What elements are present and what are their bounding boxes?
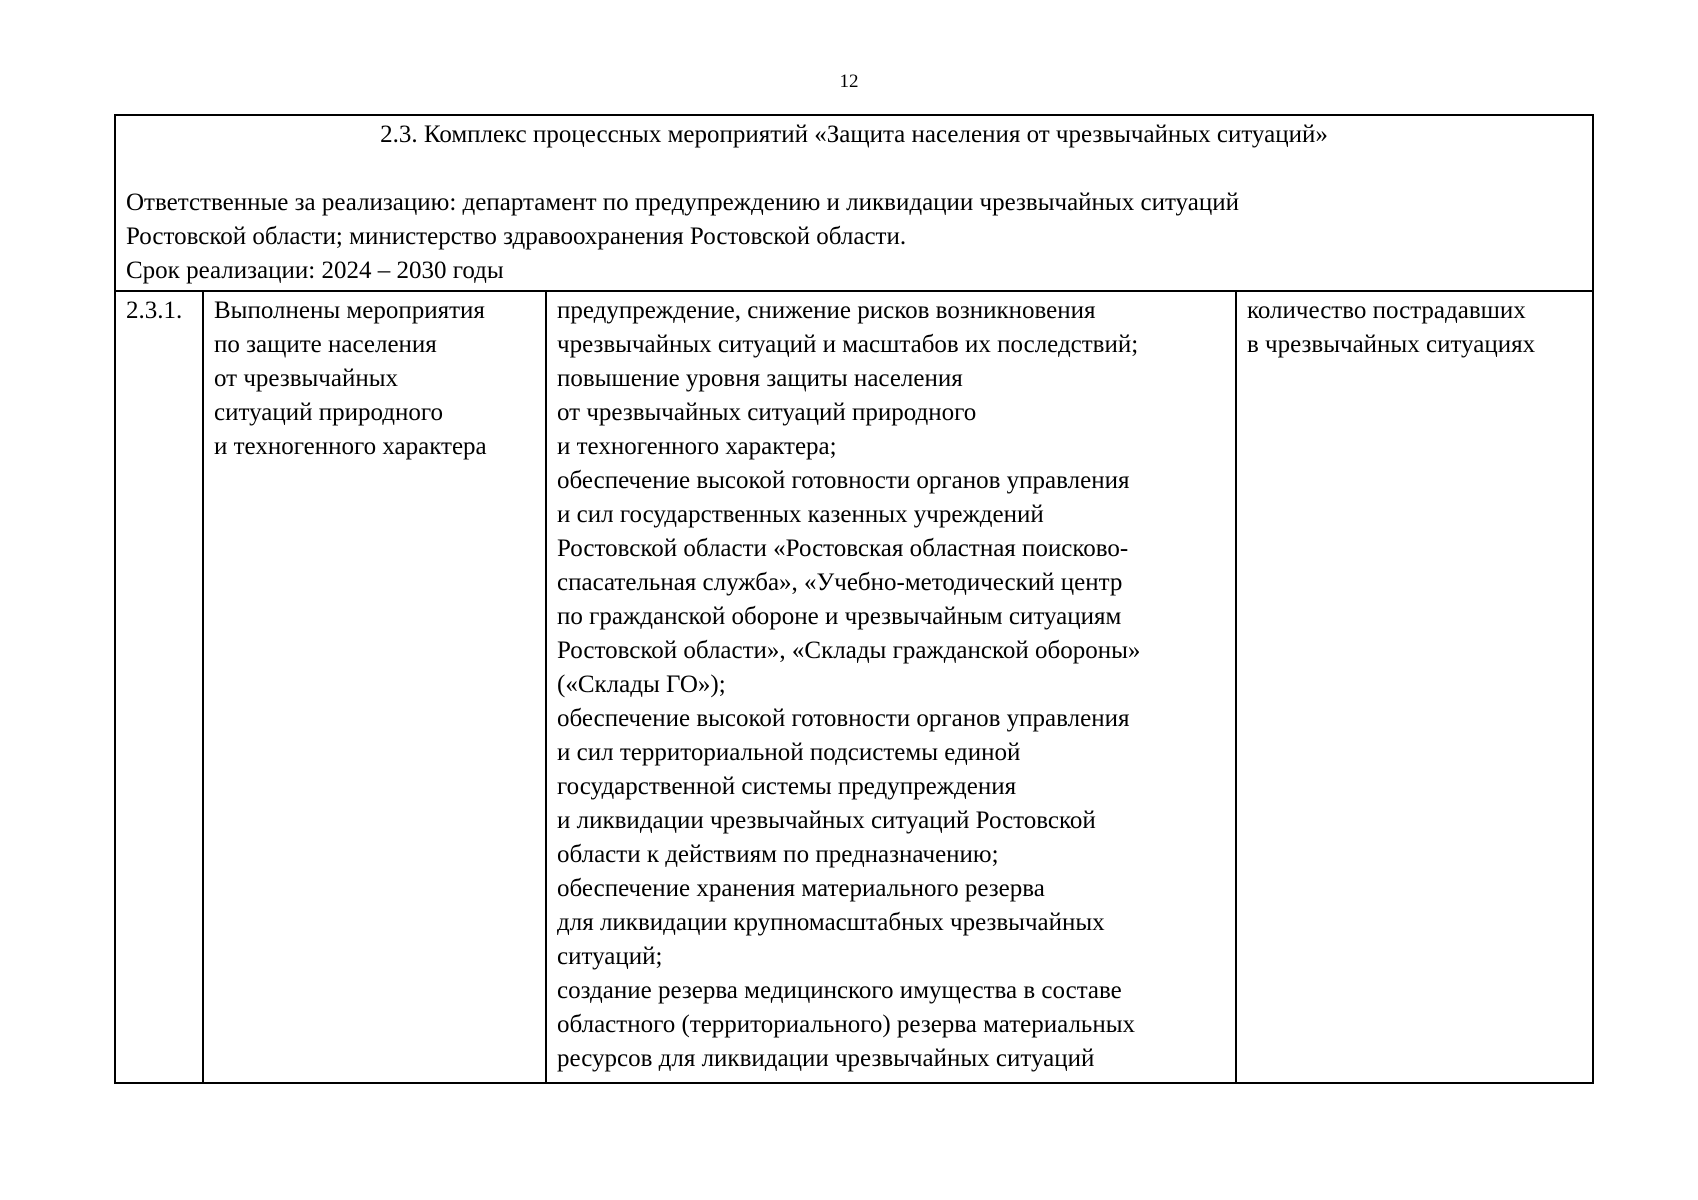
section-header-cell bbox=[115, 115, 1593, 291]
task-line: и техногенного характера; bbox=[557, 433, 837, 460]
task-line: Ростовской области «Ростовская областная поисково- bbox=[557, 535, 1129, 562]
row-number-cell bbox=[115, 291, 203, 1083]
task-line: ситуаций; bbox=[557, 943, 663, 970]
measure-name-line: от чрезвычайных bbox=[214, 365, 399, 392]
measure-tasks-cell bbox=[546, 291, 1236, 1083]
section-header-row bbox=[115, 115, 1593, 291]
task-line: обеспечение высокой готовности органов управления bbox=[557, 467, 1130, 494]
task-line: обеспечение высокой готовности органов управления bbox=[557, 705, 1130, 732]
task-line: от чрезвычайных ситуаций природного bbox=[557, 399, 977, 426]
task-line: для ликвидации крупномасштабных чрезвычайных bbox=[557, 909, 1105, 936]
task-line: создание резерва медицинского имущества в составе bbox=[557, 977, 1122, 1004]
task-line: государственной системы предупреждения bbox=[557, 773, 1017, 800]
task-line: области к действиям по предназначению; bbox=[557, 841, 999, 868]
task-line: спасательная служба», «Учебно-методический центр bbox=[557, 569, 1123, 596]
measure-name-line: Выполнены мероприятия bbox=[214, 297, 485, 324]
task-line: и сил территориальной подсистемы единой bbox=[557, 739, 1021, 766]
indicator-line: количество пострадавших bbox=[1247, 297, 1526, 324]
task-line: повышение уровня защиты населения bbox=[557, 365, 963, 392]
task-line: предупреждение, снижение рисков возникновения bbox=[557, 297, 1096, 324]
task-line: обеспечение хранения материального резерва bbox=[557, 875, 1045, 902]
responsible-line: Ростовской области; министерство здравоохранения Ростовской области. bbox=[126, 223, 907, 250]
task-line: ресурсов для ликвидации чрезвычайных ситуаций bbox=[557, 1045, 1095, 1072]
task-line: по гражданской обороне и чрезвычайным ситуациям bbox=[557, 603, 1122, 630]
measure-name-line: по защите населения bbox=[214, 331, 437, 358]
task-line: («Склады ГО»); bbox=[557, 671, 726, 698]
section-title: 2.3. Комплекс процессных мероприятий «Защита населения от чрезвычайных ситуаций» bbox=[380, 121, 1328, 148]
page-number: 12 bbox=[839, 71, 859, 92]
measures-table bbox=[114, 114, 1594, 1084]
measure-name-line: и техногенного характера bbox=[214, 433, 487, 460]
task-line: областного (территориального) резерва материальных bbox=[557, 1011, 1135, 1038]
row-number: 2.3.1. bbox=[126, 297, 183, 324]
measure-name-cell bbox=[203, 291, 546, 1083]
task-line: и сил государственных казенных учреждений bbox=[557, 501, 1044, 528]
table-row bbox=[115, 291, 1593, 1083]
task-line: чрезвычайных ситуаций и масштабов их последствий; bbox=[557, 331, 1139, 358]
task-line: Ростовской области», «Склады гражданской обороны» bbox=[557, 637, 1141, 664]
indicator-cell bbox=[1236, 291, 1593, 1083]
implementation-term: Срок реализации: 2024 – 2030 годы bbox=[126, 257, 504, 284]
indicator-line: в чрезвычайных ситуациях bbox=[1247, 331, 1536, 358]
responsible-line: Ответственные за реализацию: департамент по предупреждению и ликвидации чрезвычайных ситуаций bbox=[126, 189, 1239, 216]
task-line: и ликвидации чрезвычайных ситуаций Ростовской bbox=[557, 807, 1096, 834]
measure-name-line: ситуаций природного bbox=[214, 399, 443, 426]
